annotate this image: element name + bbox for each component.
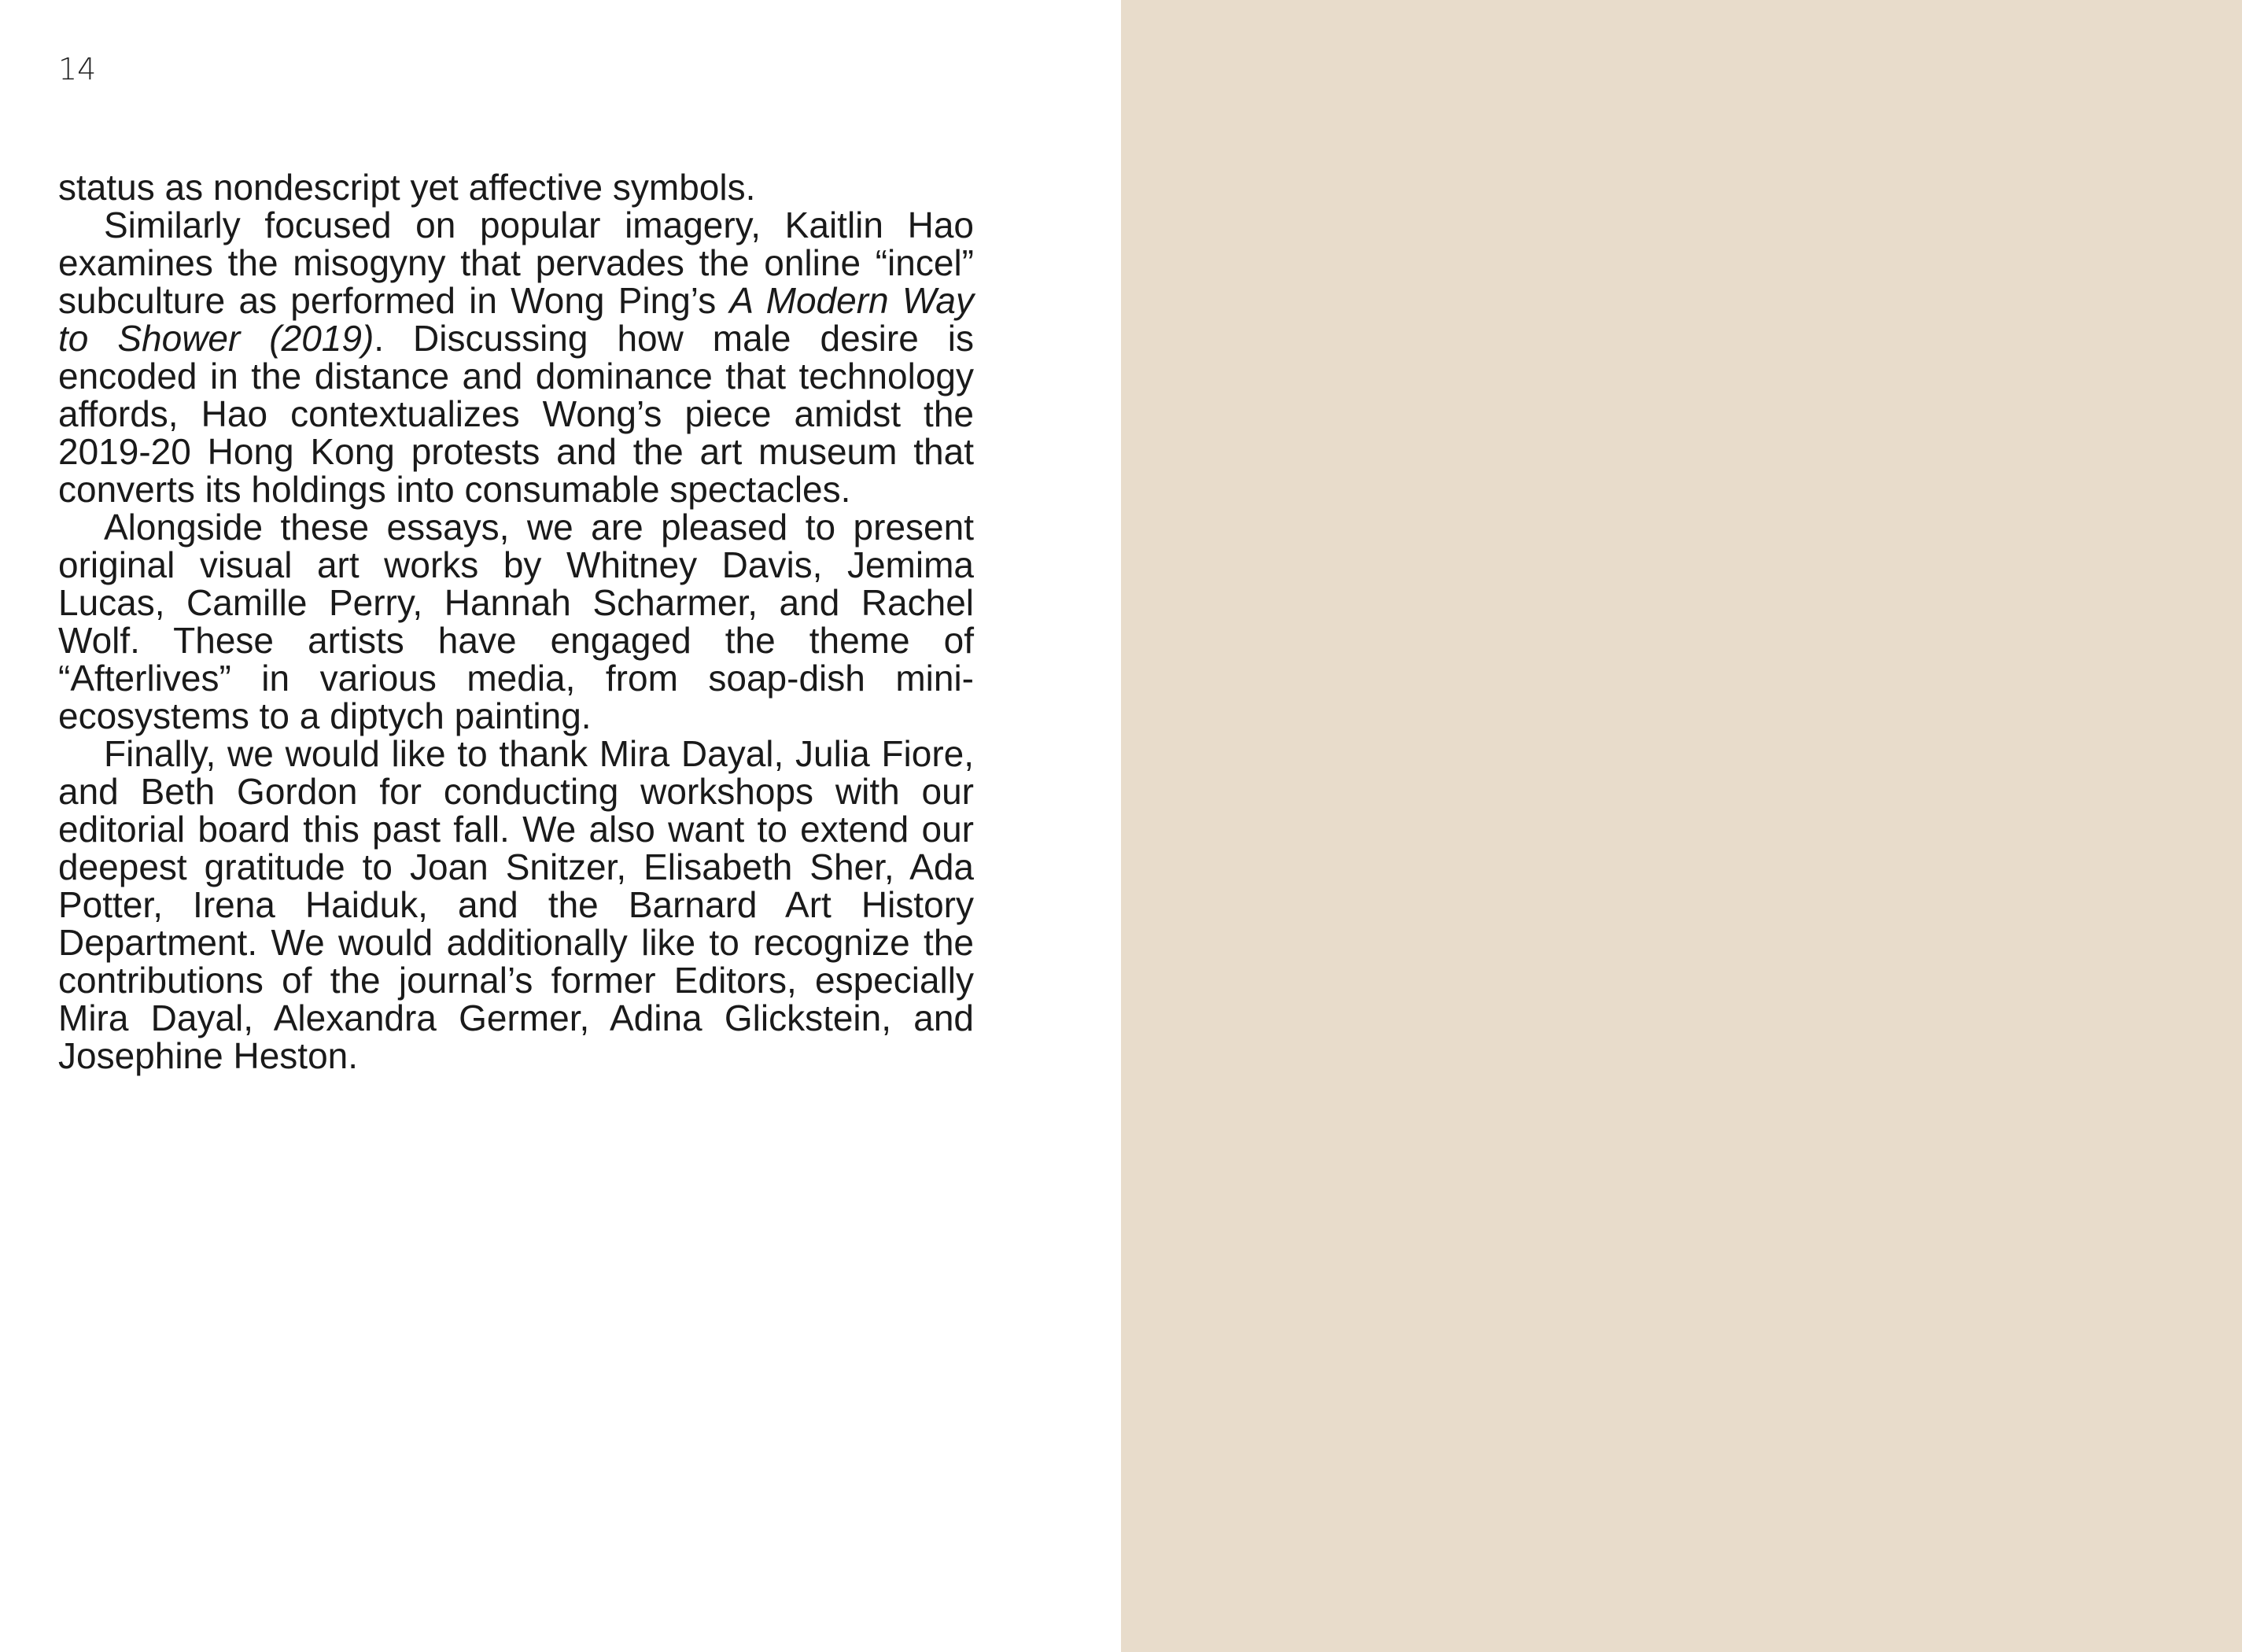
paragraph-2-text-end: . Discussing how male desire is encoded in the distance and dominance that technology affords, Hao contextualizes Wong’s piece amidst the 2019-20 Hong Kong protests and the art museum that converts its holdings into consumable spectacles. [58, 318, 974, 510]
paragraph-1-text: status as nondescript yet affective symbols. [58, 167, 756, 208]
paragraph-4-text: Finally, we would like to thank Mira Dayal, Julia Fiore, and Beth Gordon for conducting workshops with our editorial board this past fall. We also want to extend our deepest gratitude to Joan Snitzer, Elisabeth Sher, Ada Potter, Irena Haiduk, and the Barnard Art History Department. We would additionally like to recognize the contributions of the journal’s former Editors, especially Mira Dayal, Alexandra Germer, Adina Glickstein, and Josephine Heston. [58, 733, 974, 1076]
paragraph-3 [58, 508, 974, 735]
right-page-blank [1121, 0, 2242, 1652]
paragraph-1 [58, 168, 974, 206]
paragraph-3-text: Alongside these essays, we are pleased to present original visual art works by Whitney Davis, Jemima Lucas, Camille Perry, Hannah Scharmer, and Rachel Wolf. These artists have engaged the theme of “Afterlives” in various media, from soap-dish mini-ecosystems to a diptych painting. [58, 507, 974, 736]
artwork-title: A Modern Way to Shower (2019) [58, 280, 974, 359]
paragraph-2-text-start: Similarly focused on popular imagery, Kaitlin Hao examines the misogyny that pervades the online “incel” subculture as performed in Wong Ping’s [58, 205, 974, 321]
paragraph-4 [58, 735, 974, 1075]
paragraph-2 [58, 206, 974, 508]
page-number: 14 [58, 52, 97, 87]
body-text [58, 168, 974, 1075]
